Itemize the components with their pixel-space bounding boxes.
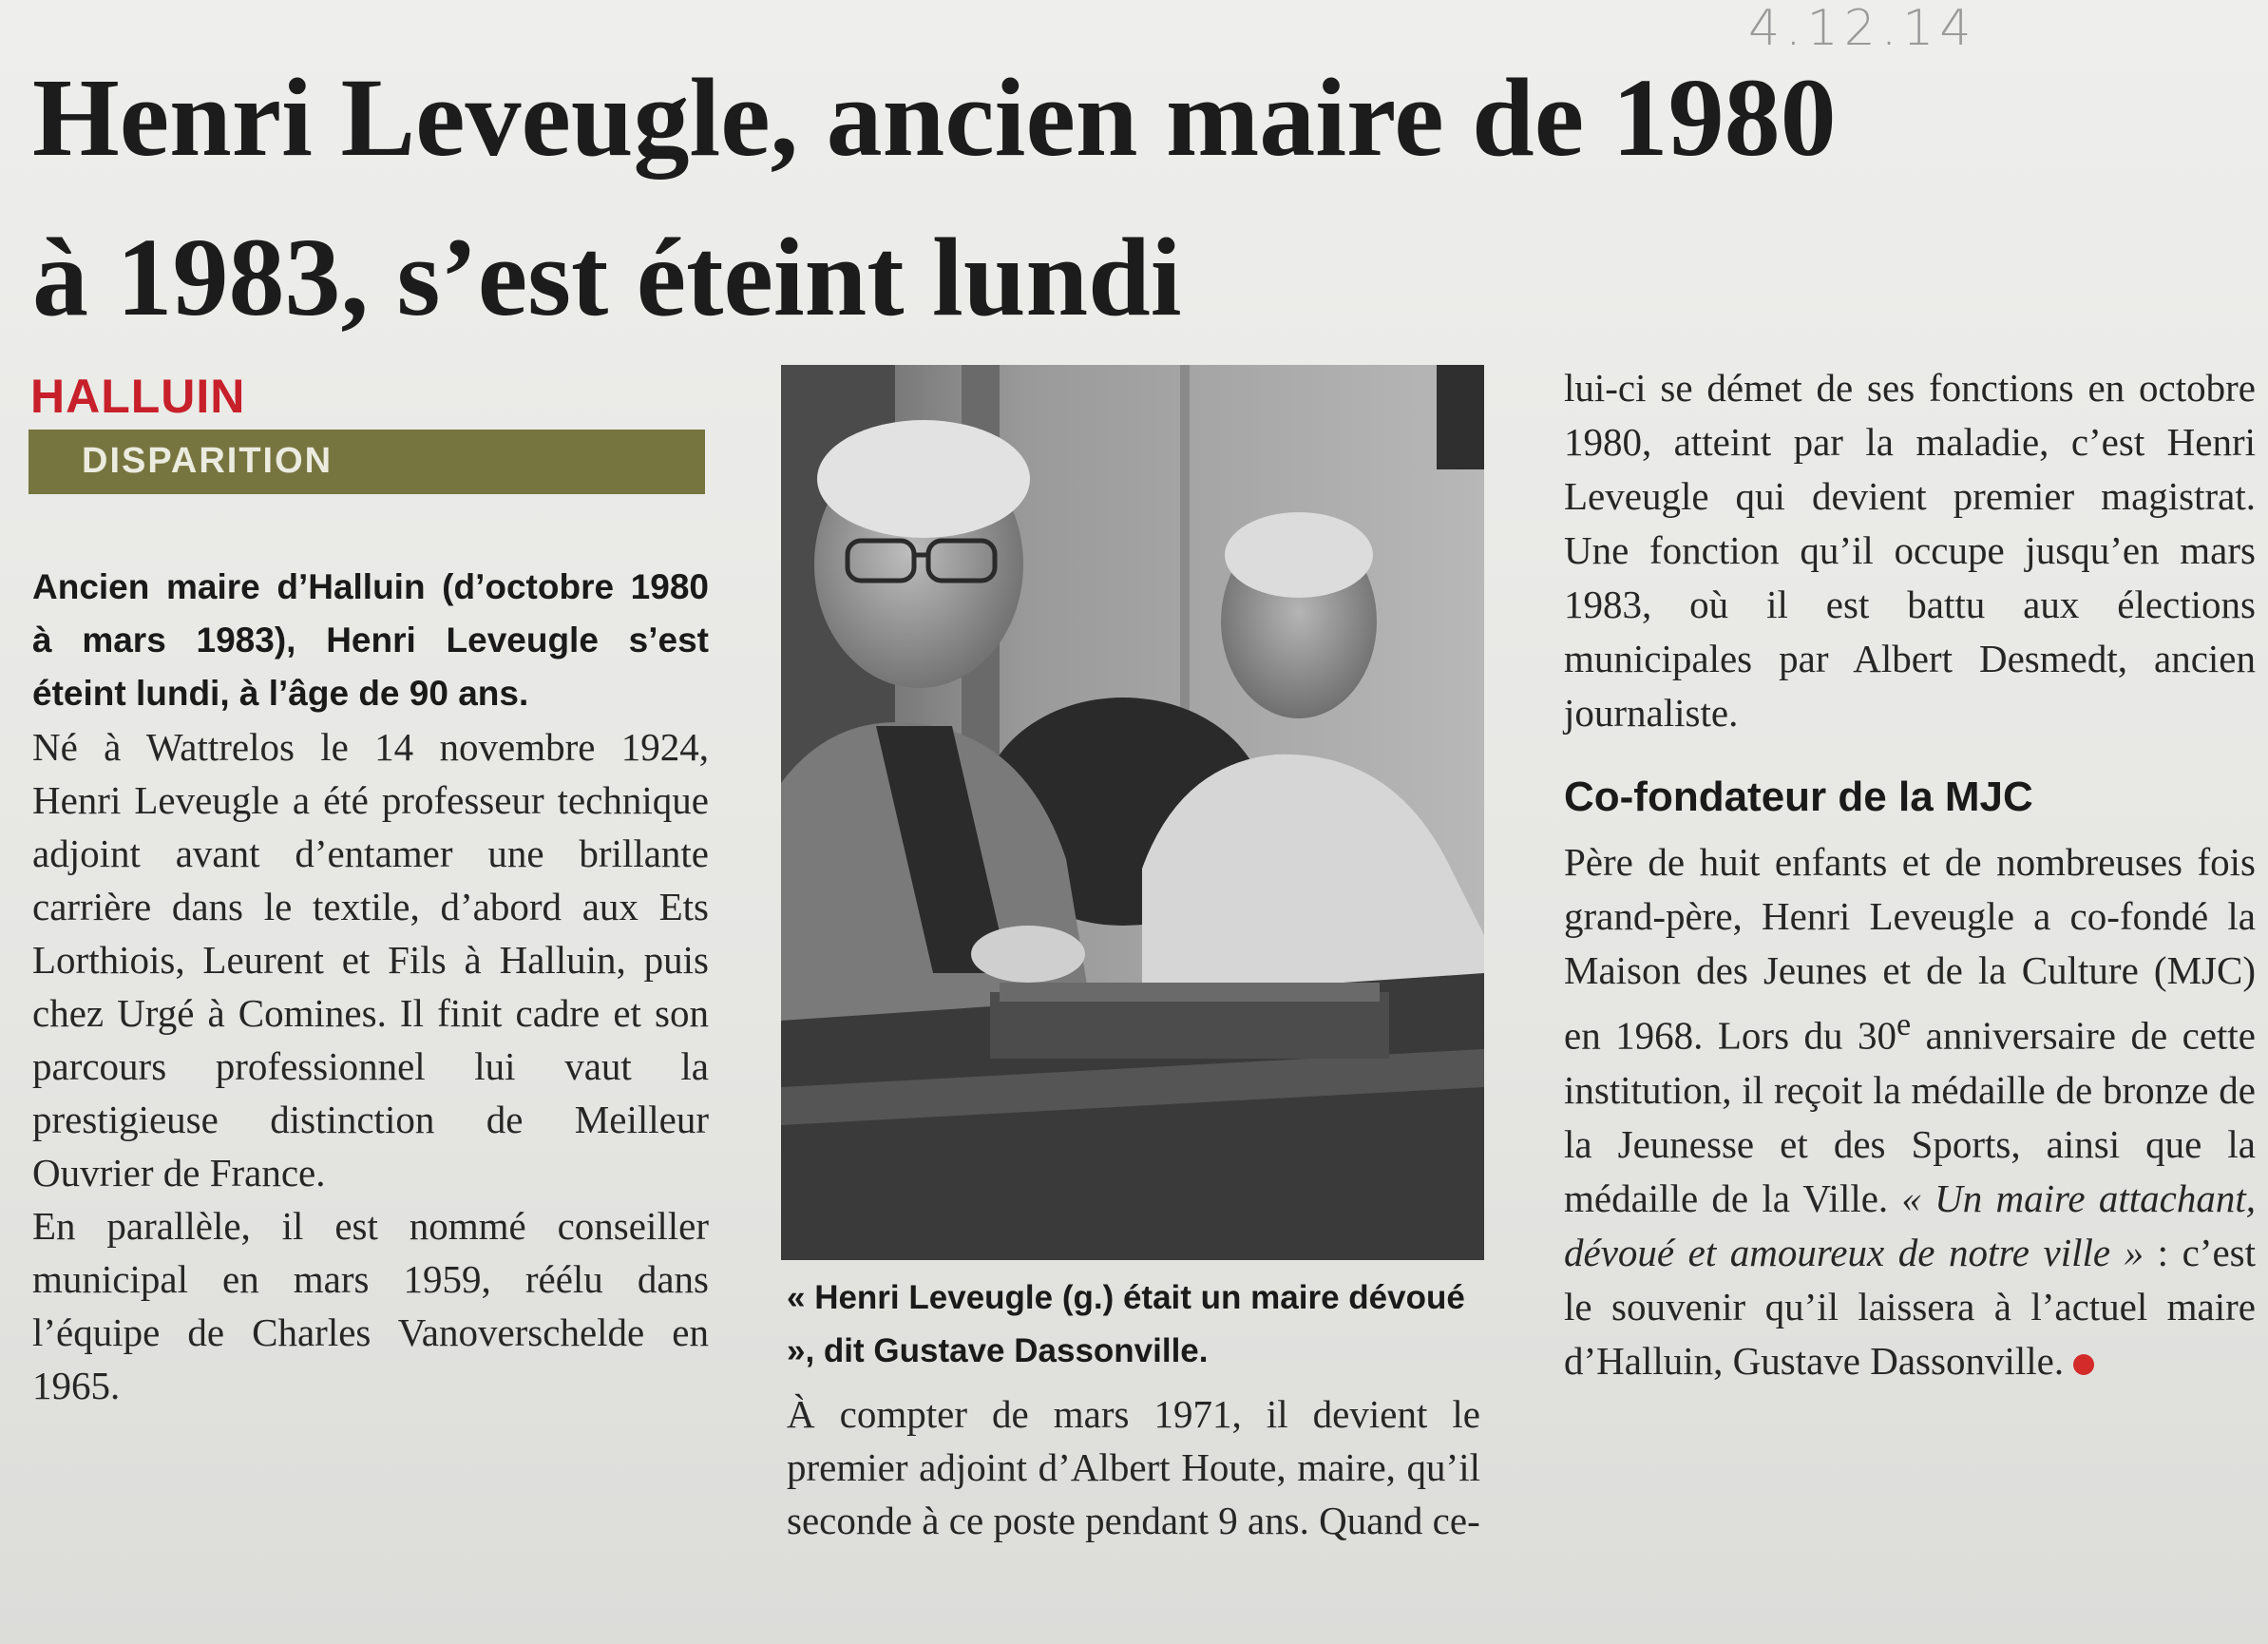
paragraph-1: Né à Wattrelos le 14 novembre 1924, Henri Leveugle a été professeur technique adjoint avant d’entamer une brillante carrière dans le textile, d’abord aux Ets Lorthiois, Leurent et Fils à Halluin, puis chez Urgé à Comines. Il finit cadre et son parcours professionnel lui vaut la prestigieuse distinction de Meilleur Ouvrier de France.: [32, 725, 709, 1195]
handwritten-date: 4.12.14: [1748, 0, 1977, 57]
column-1: [32, 561, 709, 1412]
paragraph-3-continued: lui-ci se démet de ses fonctions en octobre 1980, atteint par la maladie, c’est Henri Leveugle qui devient premier magistrat. Une fonction qu’il occupe jusqu’en mars 1983, où il est battu aux élections municipales par Albert Desmedt, ancien journaliste.: [1564, 366, 2256, 735]
headline: [32, 38, 2246, 357]
headline-line-1: Henri Leveugle, ancien maire de 1980: [32, 55, 1837, 180]
intertitle: Co-fondateur de la MJC: [1564, 774, 2033, 820]
quote: « Un maire attachant, dévoué et amoureux de notre ville »: [1564, 1176, 2256, 1274]
column-2: [787, 1387, 1480, 1547]
end-of-article-dot-icon: [2073, 1354, 2094, 1375]
subrubric-bar: [29, 430, 705, 494]
paragraph-4-part-c: : c’est le souvenir qu’il laissera à l’actuel maire d’Halluin, Gustave Dassonville.: [1564, 1230, 2256, 1383]
photo-caption: « Henri Leveugle (g.) était un maire dévoué », dit Gustave Dassonville.: [787, 1279, 1465, 1369]
lead-paragraph: Ancien maire d’Halluin (d’octobre 1980 à mars 1983), Henri Leveugle s’est éteint lundi, à l’âge de 90 ans.: [32, 567, 709, 713]
paragraph-3-start: À compter de mars 1971, il devient le premier adjoint d’Albert Houte, maire, qu’il seconde à ce poste pendant 9 ans. Quand ce-: [787, 1392, 1480, 1542]
rubric-city: HALLUIN: [30, 370, 246, 423]
photo-illustration: [781, 365, 1484, 1260]
paragraph-4: [1564, 835, 2256, 1388]
column-3: [1564, 361, 2256, 1388]
photo: [781, 365, 1484, 1260]
ordinal-suffix: e: [1896, 1007, 1912, 1042]
paragraph-4-part-a: Père de huit enfants et de nombreuses fois grand-père, Henri Leveugle a co-fondé la Maison des Jeunes et de la Culture (MJC) en 1968. Lors du 30: [1564, 840, 2256, 1058]
headline-line-2: à 1983, s’est éteint lundi: [32, 215, 1182, 339]
paragraph-4-part-b: anniversaire de cette institution, il reçoit la médaille de bronze de la Jeunesse et des Sports, ainsi que la médaille de la Ville.: [1564, 1013, 2256, 1220]
subrubric-label: DISPARITION: [82, 441, 334, 481]
paragraph-2: En parallèle, il est nommé conseiller municipal en mars 1959, réélu dans l’équipe de Charles Vanoverschelde en 1965.: [32, 1204, 709, 1407]
